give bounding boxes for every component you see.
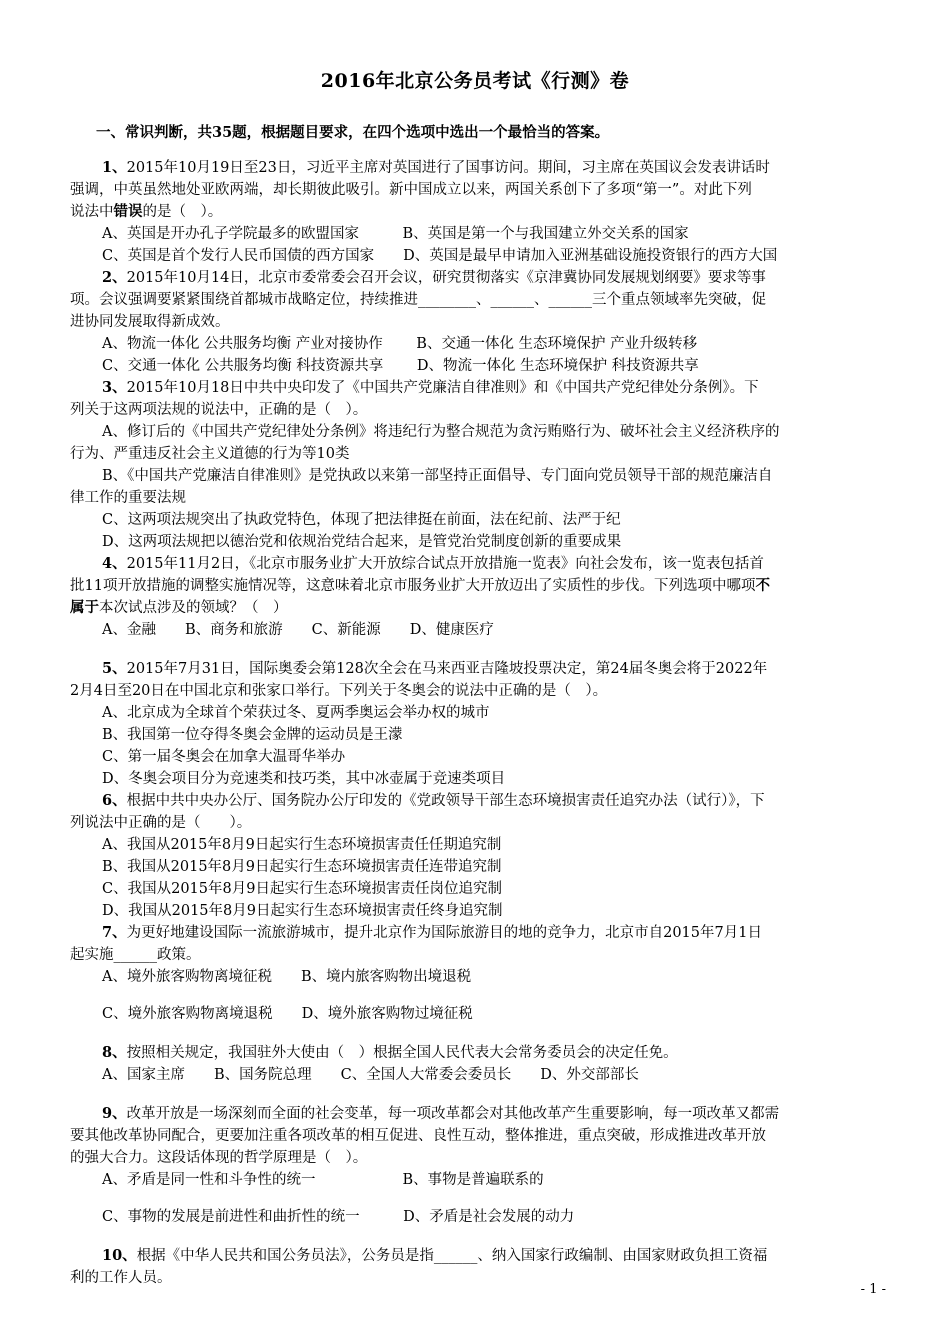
q1-options-cd: C、英国是首个发行人民币国债的西方国家 D、英国是最早申请加入亚洲基础设施投资银行的西方大国 [102,248,778,264]
q5-option-d: D、冬奥会项目分为竞速类和技巧类，其中冰壶属于竞速类项目 [102,771,506,787]
q1-line-2: 强调，中英虽然地处亚欧两端，却长期彼此吸引。新中国成立以来，两国关系创下了多项“第一”。对此下列 [70,182,752,198]
page-title: 2016年北京公务员考试《行测》卷 [320,70,630,92]
q3-option-a-1: A、修订后的《中国共产党纪律处分条例》将违纪行为整合规范为贪污贿赂行为、破坏社会主义经济秩序的 [102,424,780,440]
q6-option-c: C、我国从2015年8月9日起实行生态环境损害责任岗位追究制 [102,881,502,897]
q2-line-2: 项。会议强调要紧紧围绕首都城市战略定位，持续推进________、______、______三个重点领域率先突破，促 [70,292,766,308]
q6-option-a: A、我国从2015年8月9日起实行生态环境损害责任任期追究制 [102,837,502,853]
q4-options: A、金融 B、商务和旅游 C、新能源 D、健康医疗 [102,622,494,638]
q3-option-c: C、这两项法规突出了执政党特色，体现了把法律挺在前面，法在纪前、法严于纪 [102,512,621,528]
q3-option-a-2: 行为、严重违反社会主义道德的行为等10类 [70,446,350,462]
q5-option-a: A、北京成为全球首个荣获过冬、夏两季奥运会举办权的城市 [102,705,490,721]
q4-line-3: 属于本次试点涉及的领域？（ ） [70,599,288,616]
q9-line-3: 的强大合力。这段话体现的哲学原理是（ ）。 [70,1150,368,1166]
q3-option-b-1: B、《中国共产党廉洁自律准则》是党执政以来第一部坚持正面倡导、专门面向党员领导干部的规范廉洁自 [102,468,773,484]
q1-options-ab: A、英国是开办孔子学院最多的欧盟国家 B、英国是第一个与我国建立外交关系的国家 [102,226,689,242]
page-number: - 1 - [860,1282,886,1297]
q10-line-2: 利的工作人员。 [70,1270,172,1286]
q5-line-1: 5、2015年7月31日，国际奥委会第128次全会在马来西亚吉隆坡投票决定，第24届冬奥会将于2022年 [102,660,768,677]
q6-option-b: B、我国从2015年8月9日起实行生态环境损害责任连带追究制 [102,859,502,875]
q2-line-1: 2、2015年10月14日，北京市委常委会召开会议，研究贯彻落实《京津冀协同发展规划纲要》要求等事 [102,269,766,286]
q7-options-ab: A、境外旅客购物离境征税 B、境内旅客购物出境退税 [102,969,472,985]
q5-line-2: 2月4日至20日在中国北京和张家口举行。下列关于冬奥会的说法中正确的是（ ）。 [70,683,608,699]
q2-line-3: 进协同发展取得新成效。 [70,314,230,330]
q9-line-2: 要其他改革协同配合，更要加注重各项改革的相互促进、良性互动，整体推进，重点突破，形成推进改革开放 [70,1128,766,1144]
q3-option-b-2: 律工作的重要法规 [70,490,186,506]
q4-line-1: 4、2015年11月2日，《北京市服务业扩大开放综合试点开放措施一览表》向社会发布，该一览表包括首 [102,555,764,572]
q3-line-2: 列关于这两项法规的说法中，正确的是（ ）。 [70,402,368,418]
q3-line-1: 3、2015年10月18日中共中央印发了《中国共产党廉洁自律准则》和《中国共产党纪律处分条例》。下 [102,379,759,396]
q7-options-cd: C、境外旅客购物离境退税 D、境外旅客购物过境征税 [102,1006,473,1022]
q2-options-ab: A、物流一体化 公共服务均衡 产业对接协作 B、交通一体化 生态环境保护 产业升级转移 [102,336,698,352]
q6-line-1: 6、根据中共中央办公厅、国务院办公厅印发的《党政领导干部生态环境损害责任追究办法（试行）》，下 [102,792,765,809]
q8-line-1: 8、按照相关规定，我国驻外大使由（ ）根据全国人民代表大会常务委员会的决定任免。 [102,1044,678,1061]
q5-option-b: B、我国第一位夺得冬奥会金牌的运动员是王濛 [102,727,403,743]
q7-line-1: 7、为更好地建设国际一流旅游城市，提升北京作为国际旅游目的地的竞争力，北京市自2015年7月1日 [102,924,762,941]
q1-line-1: 1、2015年10月19日至23日，习近平主席对英国进行了国事访问。期间，习主席在英国议会发表讲话时 [102,159,770,176]
q7-line-2: 起实施______政策。 [70,947,201,963]
q10-line-1: 10、根据《中华人民共和国公务员法》，公务员是指______、纳入国家行政编制、由国家财政负担工资福 [102,1247,768,1264]
q2-options-cd: C、交通一体化 公共服务均衡 科技资源共享 D、物流一体化 生态环境保护 科技资源共享 [102,358,699,374]
q9-options-ab: A、矛盾是同一性和斗争性的统一 B、事物是普遍联系的 [102,1172,544,1188]
q5-option-c: C、第一届冬奥会在加拿大温哥华举办 [102,749,346,765]
q6-line-2: 列说法中正确的是（ ）。 [70,815,252,831]
section-heading: 一、常识判断，共35题，根据题目要求，在四个选项中选出一个最恰当的答案。 [96,124,610,141]
q4-line-2: 批11项开放措施的调整实施情况等，这意味着北京市服务业扩大开放迈出了实质性的步伐。下列选项中哪项不 [70,577,770,594]
q1-line-3: 说法中错误的是（ ）。 [70,203,223,220]
q8-options: A、国家主席 B、国务院总理 C、全国人大常委会委员长 D、外交部部长 [102,1067,639,1083]
q9-line-1: 9、改革开放是一场深刻而全面的社会变革，每一项改革都会对其他改革产生重要影响，每一项改革又都需 [102,1105,780,1122]
q3-option-d: D、这两项法规把以德治党和依规治党结合起来，是管党治党制度创新的重要成果 [102,534,622,550]
q6-option-d: D、我国从2015年8月9日起实行生态环境损害责任终身追究制 [102,903,503,919]
q9-options-cd: C、事物的发展是前进性和曲折性的统一 D、矛盾是社会发展的动力 [102,1209,575,1225]
